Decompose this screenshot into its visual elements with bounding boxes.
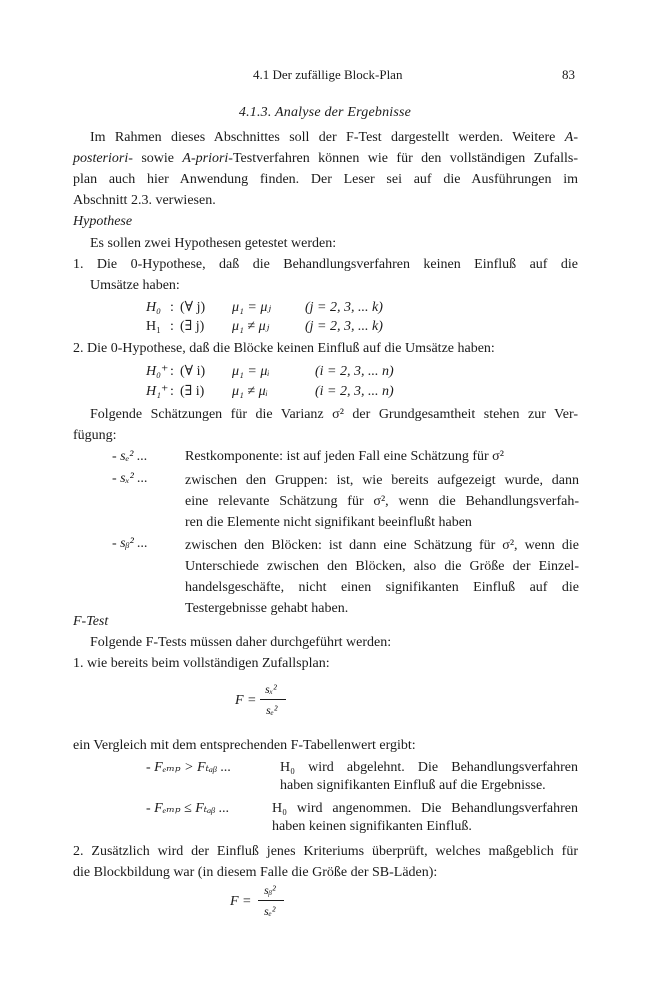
- running-title: 4.1 Der zufällige Block-Plan: [253, 67, 403, 82]
- estimate-label: - sₑ² ...: [112, 449, 148, 464]
- estimate-line: Unterschiede zwischen den Blöcken, also die Größe der Einzel-: [185, 559, 579, 574]
- estimate-line: ren die Elemente nicht signifikant beeinflußt haben: [185, 515, 472, 530]
- hyp-name: H₀⁺: [146, 364, 169, 379]
- estimate-line: zwischen den Blöcken: ist dann eine Schätzung für σ², wenn die: [185, 538, 579, 553]
- ftest-heading: F-Test: [73, 614, 109, 629]
- comparison-line: haben keinen signifikanten Einfluß.: [272, 819, 472, 834]
- page-header: [0, 66, 650, 84]
- formula-lhs: F =: [235, 693, 257, 708]
- page-number: 83: [562, 67, 575, 82]
- estimate-text: [185, 448, 579, 466]
- formula-denominator: sₑ²: [266, 703, 278, 717]
- hyp-sep: :: [170, 364, 174, 379]
- estimate-line: Testergebnisse gehabt haben.: [185, 601, 349, 616]
- comparison-line: H₀ wird angenommen. Die Behandlungsverfahren: [272, 801, 578, 816]
- hyp-range: (i = 2, 3, ... n): [315, 364, 394, 379]
- formula-denominator: sₑ²: [264, 904, 276, 918]
- comparison-line: haben signifikanten Einfluß auf die Ergebnisse.: [280, 778, 546, 793]
- varianz-line-2: fügung:: [73, 428, 117, 443]
- comparison-text: [272, 800, 578, 836]
- hyp-range: (j = 2, 3, ... k): [305, 319, 383, 334]
- intro-line-2: [73, 150, 578, 168]
- intro-italic: A-priori-: [182, 151, 233, 166]
- hyp-quantifier: (∃ j): [180, 319, 205, 334]
- hyp-relation: μ₁ = μⱼ: [232, 300, 272, 315]
- comparison-condition: - Fₑₘₚ ≤ Fₜₐᵦ ...: [146, 801, 230, 816]
- formula-numerator: sₓ²: [265, 682, 277, 696]
- ftest-item-2: 2. Zusätzlich wird der Einfluß jenes Kriteriums überprüft, welches maßgeblich für: [73, 844, 578, 859]
- ftest-item-2-cont: die Blockbildung war (in diesem Falle die Größe der SB-Läden):: [73, 865, 438, 880]
- ftest-item-1: 1. wie bereits beim vollständigen Zufallsplan:: [73, 656, 330, 671]
- hyp-sep: :: [170, 384, 174, 399]
- comparison-line: H₀ wird abgelehnt. Die Behandlungsverfahren: [280, 760, 578, 775]
- hypothese-item-2: 2. Die 0-Hypothese, daß die Blöcke keinen Einfluß auf die Umsätze haben:: [73, 341, 495, 356]
- hypothese-item-1: 1. Die 0-Hypothese, daß die Behandlungsverfahren keinen Einfluß auf die: [73, 257, 578, 272]
- hyp-sep: :: [170, 319, 174, 334]
- intro-text: Testverfahren können wie für den vollständigen Zufalls-: [232, 151, 578, 166]
- estimate-label: - sᵦ² ...: [112, 536, 148, 551]
- section-title: 4.1.3. Analyse der Ergebnisse: [238, 105, 412, 120]
- hyp-range: (j = 2, 3, ... k): [305, 300, 383, 315]
- intro-text: sowie: [132, 151, 183, 166]
- hyp-quantifier: (∀ j): [180, 300, 206, 315]
- hyp-relation: μ₁ ≠ μⱼ: [232, 319, 270, 334]
- intro-line-4: Abschnitt 2.3. verwiesen.: [73, 193, 216, 208]
- intro-text: Im Rahmen dieses Abschnittes soll der F-Test dargestellt werden. Weitere: [90, 130, 565, 145]
- intro-line-3: plan auch hier Anwendung finden. Der Leser sei auf die Ausführungen im: [73, 172, 578, 187]
- varianz-line-1: Folgende Schätzungen für die Varianz σ² der Grundgesamtheit stehen zur Ver-: [90, 407, 578, 422]
- estimate-text: [185, 470, 579, 533]
- estimate-line: zwischen den Gruppen: ist, wie bereits aufgezeigt wurde, dann: [185, 473, 579, 488]
- hypothese-heading: Hypothese: [73, 214, 133, 229]
- hyp-name: H₁: [146, 319, 161, 334]
- hypothese-item-1-cont: Umsätze haben:: [90, 278, 180, 293]
- hyp-range: (i = 2, 3, ... n): [315, 384, 394, 399]
- hypothese-lead: Es sollen zwei Hypothesen getestet werden:: [90, 236, 337, 251]
- intro-line-1: [90, 129, 578, 147]
- estimate-label: - sₓ² ...: [112, 471, 148, 486]
- formula-numerator: sᵦ²: [264, 883, 276, 897]
- hyp-sep: :: [170, 300, 174, 315]
- estimate-text: [185, 535, 579, 619]
- fraction-bar: [260, 699, 286, 700]
- estimate-line: handelsgeschäfte, nicht einen signifikanten Einfluß auf die: [185, 580, 579, 595]
- hyp-quantifier: (∀ i): [180, 364, 206, 379]
- fraction-bar: [258, 900, 284, 901]
- intro-italic: posteriori-: [73, 151, 133, 166]
- comparison-text: [280, 759, 578, 795]
- comparison-condition: - Fₑₘₚ > Fₜₐᵦ ...: [146, 760, 232, 775]
- hyp-quantifier: (∃ i): [180, 384, 205, 399]
- estimate-line: eine relevante Schätzung für σ², wenn die Behandlungsverfah-: [185, 494, 579, 509]
- estimate-line: Restkomponente: ist auf jeden Fall eine Schätzung für σ²: [185, 449, 504, 464]
- formula-lhs: F =: [230, 894, 252, 909]
- hyp-relation: μ₁ ≠ μᵢ: [232, 384, 268, 399]
- hyp-relation: μ₁ = μᵢ: [232, 364, 270, 379]
- ftest-lead: Folgende F-Tests müssen daher durchgeführt werden:: [90, 635, 392, 650]
- intro-italic: A-: [564, 130, 578, 145]
- hyp-name: H₁⁺: [146, 384, 169, 399]
- hyp-name: H₀: [146, 300, 161, 315]
- ftest-after-1: ein Vergleich mit dem entsprechenden F-Tabellenwert ergibt:: [73, 738, 416, 753]
